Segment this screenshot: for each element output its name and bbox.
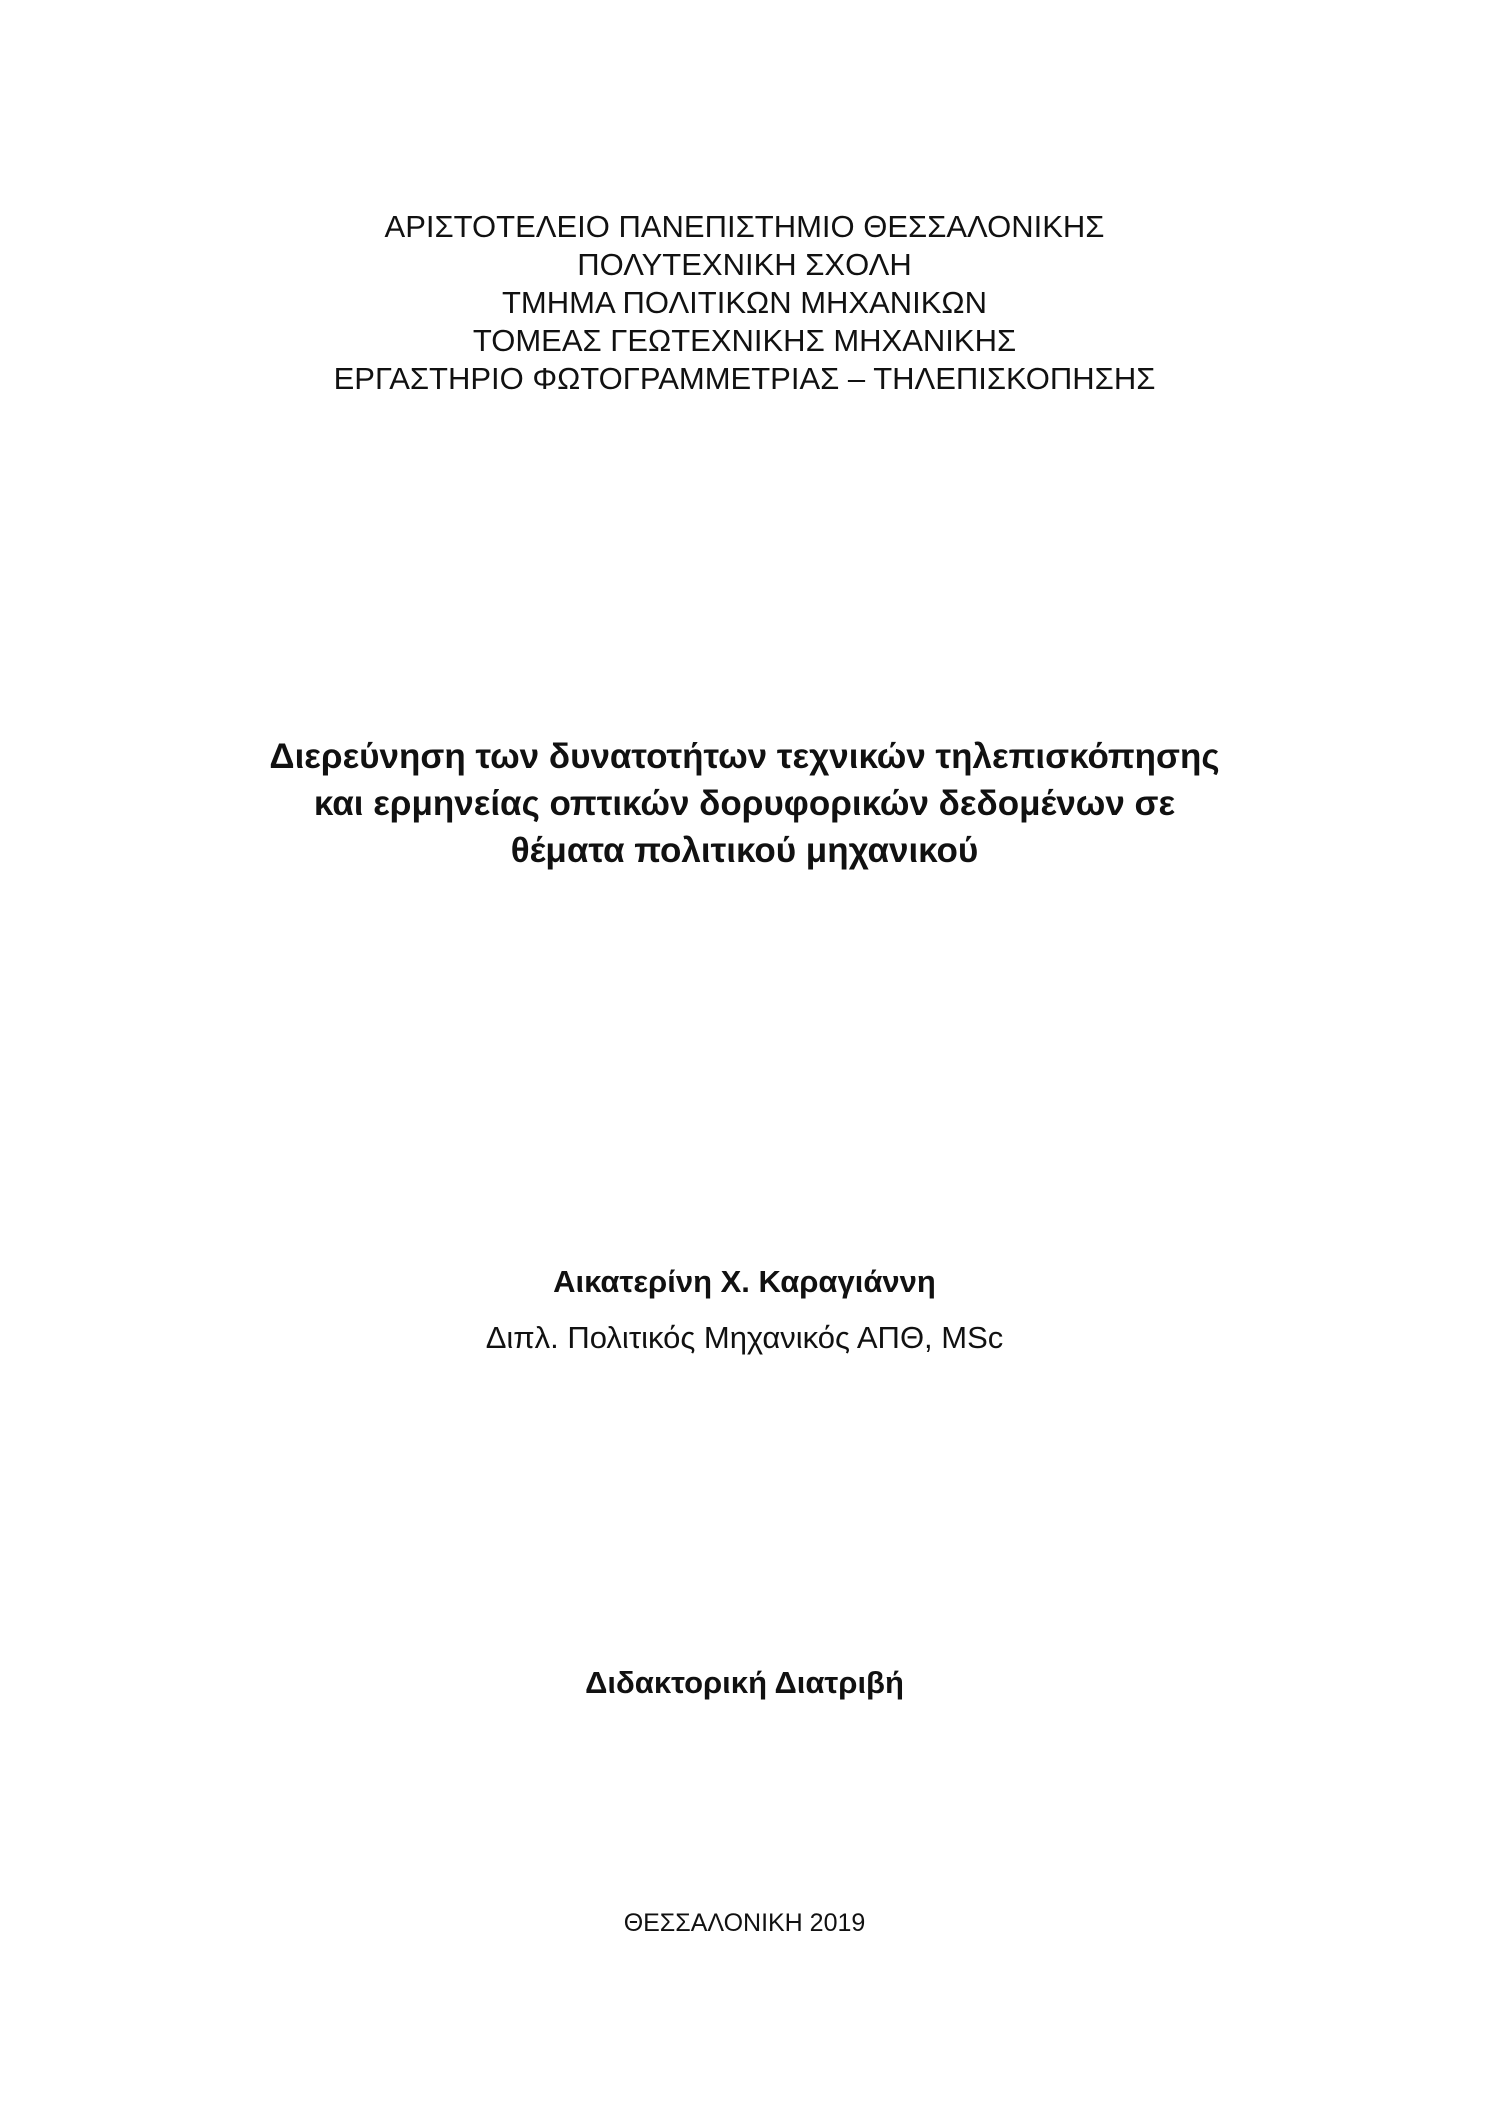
author-degree: Διπλ. Πολιτικός Μηχανικός ΑΠΘ, MSc (485, 1320, 1004, 1355)
thesis-title-line-3: θέματα πολιτικού μηχανικού (510, 831, 979, 870)
author-block (0, 1263, 1489, 1357)
division-name: ΤΟΜΕΑΣ ΓΕΩΤΕΧΝΙΚΗΣ ΜΗΧΑΝΙΚΗΣ (472, 323, 1017, 358)
thesis-title-line-1: Διερεύνηση των δυνατοτήτων τεχνικών τηλεπισκόπησης (269, 737, 1220, 776)
department-name: ΤΜΗΜΑ ΠΟΛΙΤΙΚΩΝ ΜΗΧΑΝΙΚΩΝ (501, 285, 987, 320)
school-name: ΠΟΛΥΤΕΧΝΙΚΗ ΣΧΟΛΗ (577, 247, 912, 282)
thesis-title-line-2: και ερμηνείας οπτικών δορυφορικών δεδομένων σε (313, 784, 1176, 823)
document-type: Διδακτορική Διατριβή (585, 1665, 904, 1700)
place-and-year: ΘΕΣΣΑΛΟΝΙΚΗ 2019 (623, 1909, 866, 1937)
laboratory-name: ΕΡΓΑΣΤΗΡΙΟ ΦΩΤΟΓΡΑΜΜΕΤΡΙΑΣ – ΤΗΛΕΠΙΣΚΟΠΗΣΗΣ (333, 361, 1156, 396)
author-name: Αικατερίνη Χ. Καραγιάννη (553, 1264, 936, 1299)
university-name: ΑΡΙΣΤΟΤΕΛΕΙΟ ΠΑΝΕΠΙΣΤΗΜΙΟ ΘΕΣΣΑΛΟΝΙΚΗΣ (384, 209, 1105, 244)
institution-header (0, 208, 1489, 398)
thesis-title (0, 733, 1489, 874)
